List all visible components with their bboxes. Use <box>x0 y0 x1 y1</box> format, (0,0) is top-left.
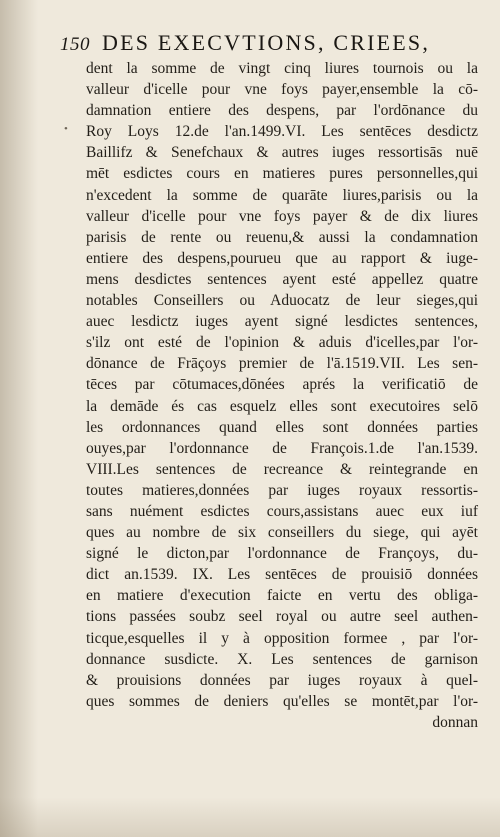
running-title: DES EXECVTIONS, CRIEES, <box>102 30 431 55</box>
text-line: valleur d'icelle pour vne foys payer & de dix liures <box>86 207 478 225</box>
text-line: ques sommes de deniers qu'elles se montēt,par l'or- <box>86 692 478 710</box>
text-line: ouyes,par l'ordonnance de François.1.de l'an.1539. <box>86 439 478 457</box>
text-line: tions passées soubz seel royal ou autre seel authen- <box>86 608 478 626</box>
body-text <box>86 58 478 733</box>
text-line: VIII.Les sentences de recreance & reintegrande en <box>86 460 478 478</box>
page-edge-shadow <box>0 797 500 837</box>
page-header <box>60 30 488 56</box>
text-line: Roy Loys 12.de l'an.1499.VI. Les sentēces desdictz <box>86 123 478 141</box>
text-line: Baillifz & Senefchaux & autres iuges ressortisās nuē <box>86 144 478 162</box>
text-line: dent la somme de vingt cinq liures tournois ou la <box>86 60 478 77</box>
text-line: dōnance de Frāçoys premier de l'ā.1519.VII. Les sen- <box>86 355 478 373</box>
text-line: les ordonnances quand elles sont données parties <box>86 418 478 436</box>
text-line: damnation entiere des despens, par l'ordōnance du <box>86 102 478 120</box>
text-line: toutes matieres,données par iuges royaux ressortis- <box>86 481 478 499</box>
text-line: s'ilz ont esté de l'opinion & aduis d'icelles,par l'or- <box>86 334 478 352</box>
text-line: en matiere d'execution faicte en vertu des obliga- <box>86 587 478 605</box>
text-line: n'excedent la somme de quarāte liures,parisis ou la <box>86 186 478 204</box>
gutter-shadow <box>0 0 38 837</box>
margin-mark: • <box>64 123 68 135</box>
text-line: notables Conseillers ou Aduocatz de leur sieges,qui <box>86 292 478 310</box>
text-line: valleur d'icelle pour vne foys payer,ensemble la cō- <box>86 81 478 99</box>
text-line: parisis de rente ou reuenu,& aussi la condamnation <box>86 228 478 246</box>
text-line: dict an.1539. IX. Les sentēces de prouisiō données <box>86 566 478 584</box>
text-line: mēt esdictes cours en matieres pures personnelles,qui <box>86 165 478 183</box>
page-number: 150 <box>60 34 90 55</box>
text-line: donnance susdicte. X. Les sentences de garnison <box>86 650 478 668</box>
text-line: sans nuément esdictes cours,assistans auec eux iuf <box>86 502 478 520</box>
text-line: signé le dicton,par l'ordonnance de Françoys, du- <box>86 545 478 563</box>
text-line: mens desdictes sentences ayent esté appellez quatre <box>86 270 478 288</box>
text-line: la demāde és cas esquelz elles sont executoires selō <box>86 397 478 415</box>
text-line: auec lesdictz iuges ayent signé lesdictes sentences, <box>86 313 478 331</box>
text-line: ques au nombre de six conseillers du siege, qui ayēt <box>86 524 478 542</box>
text-line: donnan <box>432 713 478 731</box>
text-line: entiere des despens,pourueu que au rapport & iuge- <box>86 249 478 267</box>
text-line: ticque,esquelles il y à opposition formee , par l'or- <box>86 629 478 647</box>
text-line: tēces par cōtumaces,dōnées aprés la verificatiō de <box>86 376 478 394</box>
text-line: & prouisions données par iuges royaux à quel- <box>86 671 478 689</box>
